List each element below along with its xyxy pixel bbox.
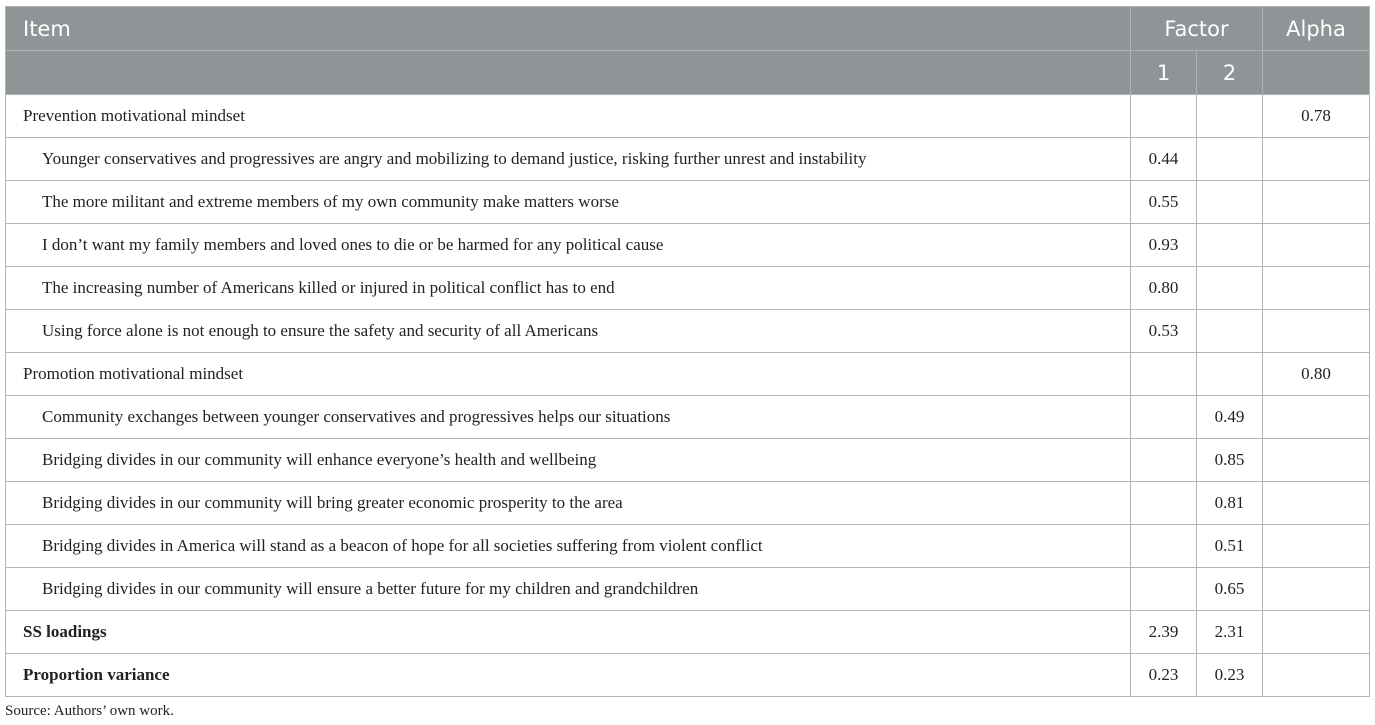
factor-1-value: 0.93 xyxy=(1131,224,1197,267)
alpha-value xyxy=(1263,654,1370,697)
factor-2-value xyxy=(1197,224,1263,267)
row-label: Younger conservatives and progressives are angry and mobilizing to demand justice, risking further unrest and instability xyxy=(6,138,1131,181)
alpha-header-blank xyxy=(1263,51,1370,95)
factor-2-value: 0.85 xyxy=(1197,439,1263,482)
row-label: Bridging divides in our community will bring greater economic prosperity to the area xyxy=(6,482,1131,525)
item-header-blank xyxy=(6,51,1131,95)
factor-2-value xyxy=(1197,353,1263,396)
factor-2-value xyxy=(1197,310,1263,353)
source-note: Source: Authors’ own work. xyxy=(5,703,174,719)
alpha-value xyxy=(1263,181,1370,224)
alpha-value: 0.78 xyxy=(1263,95,1370,138)
row-label: Bridging divides in our community will enhance everyone’s health and wellbeing xyxy=(6,439,1131,482)
factor-column-header: Factor xyxy=(1131,7,1263,51)
row-label: The more militant and extreme members of my own community make matters worse xyxy=(6,181,1131,224)
alpha-column-header: Alpha xyxy=(1263,7,1370,51)
alpha-value xyxy=(1263,439,1370,482)
row-label: Prevention motivational mindset xyxy=(6,95,1131,138)
factor-1-value xyxy=(1131,396,1197,439)
alpha-value xyxy=(1263,611,1370,654)
factor-1-value: 0.55 xyxy=(1131,181,1197,224)
section-row-prevention xyxy=(6,95,1370,138)
proportion-variance-row xyxy=(6,654,1370,697)
table-row xyxy=(6,482,1370,525)
table-row xyxy=(6,224,1370,267)
header-row-2 xyxy=(6,51,1370,95)
factor-1-value xyxy=(1131,525,1197,568)
factor-1-value xyxy=(1131,482,1197,525)
alpha-value xyxy=(1263,396,1370,439)
factor-1-value xyxy=(1131,353,1197,396)
table-row xyxy=(6,267,1370,310)
alpha-value xyxy=(1263,310,1370,353)
factor-2-value: 2.31 xyxy=(1197,611,1263,654)
factor-loadings-table xyxy=(5,6,1370,697)
factor-2-value xyxy=(1197,138,1263,181)
factor-2-value xyxy=(1197,95,1263,138)
ss-loadings-row xyxy=(6,611,1370,654)
section-row-promotion xyxy=(6,353,1370,396)
factor-1-value: 2.39 xyxy=(1131,611,1197,654)
factor-1-value: 0.44 xyxy=(1131,138,1197,181)
alpha-value xyxy=(1263,267,1370,310)
factor-2-header: 2 xyxy=(1197,51,1263,95)
alpha-value xyxy=(1263,482,1370,525)
factor-1-header: 1 xyxy=(1131,51,1197,95)
factor-1-value xyxy=(1131,95,1197,138)
table-row xyxy=(6,568,1370,611)
factor-2-value xyxy=(1197,181,1263,224)
row-label: SS loadings xyxy=(6,611,1131,654)
factor-1-value xyxy=(1131,568,1197,611)
alpha-value xyxy=(1263,525,1370,568)
row-label: Promotion motivational mindset xyxy=(6,353,1131,396)
item-column-header: Item xyxy=(6,7,1131,51)
row-label: Community exchanges between younger conservatives and progressives helps our situations xyxy=(6,396,1131,439)
factor-2-value: 0.49 xyxy=(1197,396,1263,439)
alpha-value xyxy=(1263,224,1370,267)
alpha-value xyxy=(1263,568,1370,611)
row-label: I don’t want my family members and loved ones to die or be harmed for any political cause xyxy=(6,224,1131,267)
row-label: Using force alone is not enough to ensure the safety and security of all Americans xyxy=(6,310,1131,353)
factor-1-value: 0.23 xyxy=(1131,654,1197,697)
alpha-value: 0.80 xyxy=(1263,353,1370,396)
row-label: Proportion variance xyxy=(6,654,1131,697)
alpha-value xyxy=(1263,138,1370,181)
row-label: The increasing number of Americans killed or injured in political conflict has to end xyxy=(6,267,1131,310)
table-row xyxy=(6,138,1370,181)
row-label: Bridging divides in our community will ensure a better future for my children and grandchildren xyxy=(6,568,1131,611)
table-row xyxy=(6,525,1370,568)
table-row xyxy=(6,439,1370,482)
factor-2-value xyxy=(1197,267,1263,310)
factor-2-value: 0.65 xyxy=(1197,568,1263,611)
factor-1-value: 0.80 xyxy=(1131,267,1197,310)
factor-2-value: 0.81 xyxy=(1197,482,1263,525)
table-header xyxy=(6,7,1370,95)
table-row xyxy=(6,310,1370,353)
table-row xyxy=(6,396,1370,439)
factor-1-value: 0.53 xyxy=(1131,310,1197,353)
row-label: Bridging divides in America will stand as a beacon of hope for all societies suffering from violent conflict xyxy=(6,525,1131,568)
factor-table-container xyxy=(5,6,1369,697)
factor-2-value: 0.51 xyxy=(1197,525,1263,568)
factor-1-value xyxy=(1131,439,1197,482)
factor-2-value: 0.23 xyxy=(1197,654,1263,697)
header-row-1 xyxy=(6,7,1370,51)
table-body xyxy=(6,95,1370,697)
table-row xyxy=(6,181,1370,224)
